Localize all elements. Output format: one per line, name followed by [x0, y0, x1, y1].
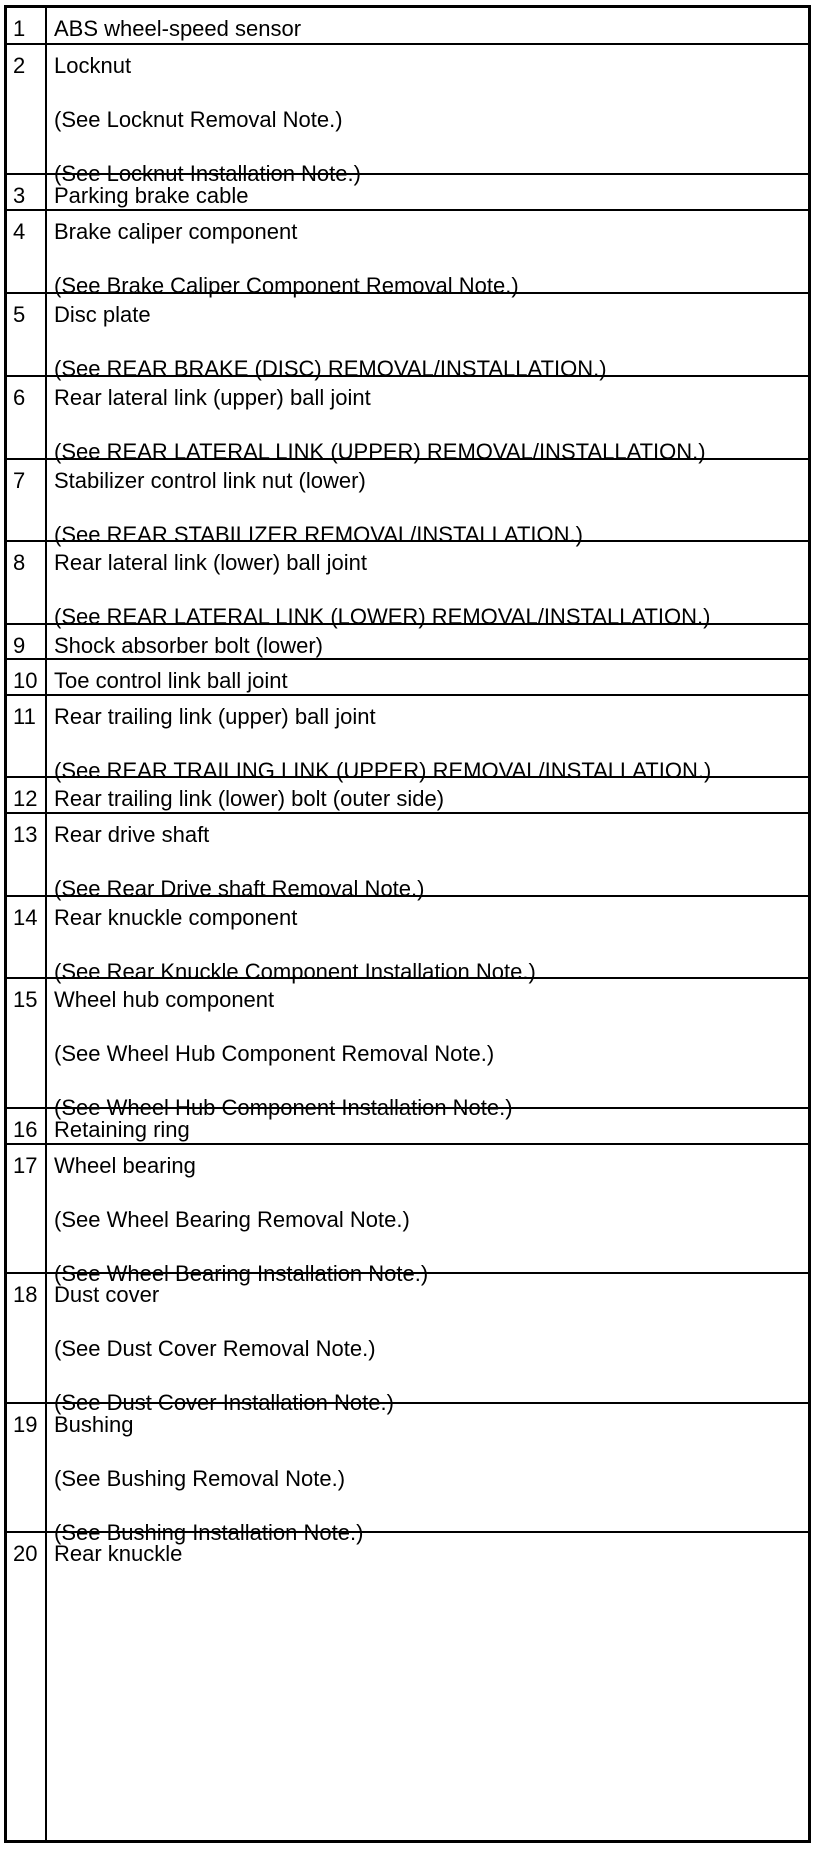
item-number: 12: [7, 778, 47, 812]
reference-note: (See REAR LATERAL LINK (UPPER) REMOVAL/INSTALLATION.): [54, 439, 706, 464]
item-description: [47, 8, 808, 43]
table-row: [7, 173, 808, 209]
item-description: [47, 211, 808, 298]
part-name: ABS wheel-speed sensor: [54, 16, 302, 41]
item-number: 18: [7, 1274, 47, 1402]
item-description: [47, 696, 808, 783]
item-description: [47, 542, 808, 629]
reference-note: (See Brake Caliper Component Removal Note.): [54, 273, 519, 298]
item-number: 2: [7, 45, 47, 173]
item-description: [47, 1404, 808, 1545]
item-number: 6: [7, 377, 47, 458]
table-row: [7, 458, 808, 547]
item-number: 16: [7, 1109, 47, 1143]
item-description: [47, 778, 808, 812]
item-description: [47, 1274, 808, 1415]
part-name: Locknut: [54, 53, 132, 78]
item-description: [47, 45, 808, 186]
item-number: 10: [7, 660, 47, 694]
item-description: [47, 377, 808, 464]
item-number: 14: [7, 897, 47, 977]
reference-note: (See REAR BRAKE (DISC) REMOVAL/INSTALLATION.): [54, 356, 607, 381]
part-name: Parking brake cable: [54, 183, 249, 208]
reference-note: (See Wheel Bearing Removal Note.): [54, 1207, 410, 1232]
part-name: Wheel bearing: [54, 1153, 196, 1178]
table-row: [7, 209, 808, 298]
part-name: Rear lateral link (upper) ball joint: [54, 385, 371, 410]
table-row: [7, 977, 808, 1120]
part-name: Rear trailing link (lower) bolt (outer side): [54, 786, 445, 811]
table-row: [7, 694, 808, 783]
table-row: [7, 43, 808, 186]
item-description: [47, 294, 808, 381]
part-name: Dust cover: [54, 1282, 160, 1307]
part-name: Wheel hub component: [54, 987, 275, 1012]
part-name: Rear trailing link (upper) ball joint: [54, 704, 376, 729]
item-number: 5: [7, 294, 47, 375]
reference-note: (See REAR STABILIZER REMOVAL/INSTALLATION.): [54, 522, 583, 547]
item-number: 17: [7, 1145, 47, 1272]
table-row: [7, 1272, 808, 1415]
reference-note: (See Bushing Installation Note.): [54, 1520, 364, 1545]
table-row: [7, 812, 808, 901]
item-description: [47, 1109, 808, 1143]
item-description: [47, 814, 808, 901]
item-description: [47, 175, 808, 209]
item-number: 9: [7, 625, 47, 658]
item-description: [47, 979, 808, 1120]
table-row: [7, 375, 808, 464]
item-description: [47, 1533, 808, 1840]
reference-note: (See Rear Knuckle Component Installation Note.): [54, 959, 536, 984]
item-number: 19: [7, 1404, 47, 1531]
reference-note: (See Bushing Removal Note.): [54, 1466, 346, 1491]
reference-note: (See Locknut Installation Note.): [54, 161, 361, 186]
table-row: [7, 895, 808, 984]
reference-note: (See Wheel Bearing Installation Note.): [54, 1261, 429, 1286]
part-name: Rear lateral link (lower) ball joint: [54, 550, 368, 575]
table-row: [7, 1402, 808, 1545]
reference-note: (See REAR TRAILING LINK (UPPER) REMOVAL/INSTALLATION.): [54, 758, 712, 783]
item-number: 1: [7, 8, 47, 43]
item-description: [47, 1145, 808, 1286]
parts-table: [4, 5, 811, 1843]
reference-note: (See Rear Drive shaft Removal Note.): [54, 876, 425, 901]
table-row: [7, 292, 808, 381]
table-row: [7, 8, 808, 43]
item-number: 11: [7, 696, 47, 776]
part-name: Rear knuckle: [54, 1541, 183, 1566]
part-name: Disc plate: [54, 302, 151, 327]
item-description: [47, 625, 808, 658]
item-description: [47, 660, 808, 694]
reference-note: (See Dust Cover Removal Note.): [54, 1336, 376, 1361]
part-name: Stabilizer control link nut (lower): [54, 468, 366, 493]
part-name: Rear knuckle component: [54, 905, 298, 930]
item-number: 4: [7, 211, 47, 292]
table-row: [7, 540, 808, 629]
item-number: 7: [7, 460, 47, 540]
table-row: [7, 623, 808, 658]
part-name: Brake caliper component: [54, 219, 298, 244]
part-name: Bushing: [54, 1412, 134, 1437]
part-name: Retaining ring: [54, 1117, 190, 1142]
part-name: Shock absorber bolt (lower): [54, 633, 324, 658]
reference-note: (See Wheel Hub Component Installation Note.): [54, 1095, 513, 1120]
table-row: [7, 658, 808, 694]
item-description: [47, 897, 808, 984]
table-row: [7, 1107, 808, 1143]
part-name: Rear drive shaft: [54, 822, 210, 847]
item-description: [47, 460, 808, 547]
item-number: 13: [7, 814, 47, 895]
reference-note: (See Wheel Hub Component Removal Note.): [54, 1041, 495, 1066]
item-number: 3: [7, 175, 47, 209]
reference-note: (See Locknut Removal Note.): [54, 107, 343, 132]
table-row: [7, 776, 808, 812]
reference-note: (See REAR LATERAL LINK (LOWER) REMOVAL/INSTALLATION.): [54, 604, 711, 629]
item-number: 8: [7, 542, 47, 623]
reference-note: (See Dust Cover Installation Note.): [54, 1390, 394, 1415]
table-row: [7, 1531, 808, 1840]
item-number: 15: [7, 979, 47, 1107]
item-number: 20: [7, 1533, 47, 1840]
part-name: Toe control link ball joint: [54, 668, 288, 693]
table-row: [7, 1143, 808, 1286]
